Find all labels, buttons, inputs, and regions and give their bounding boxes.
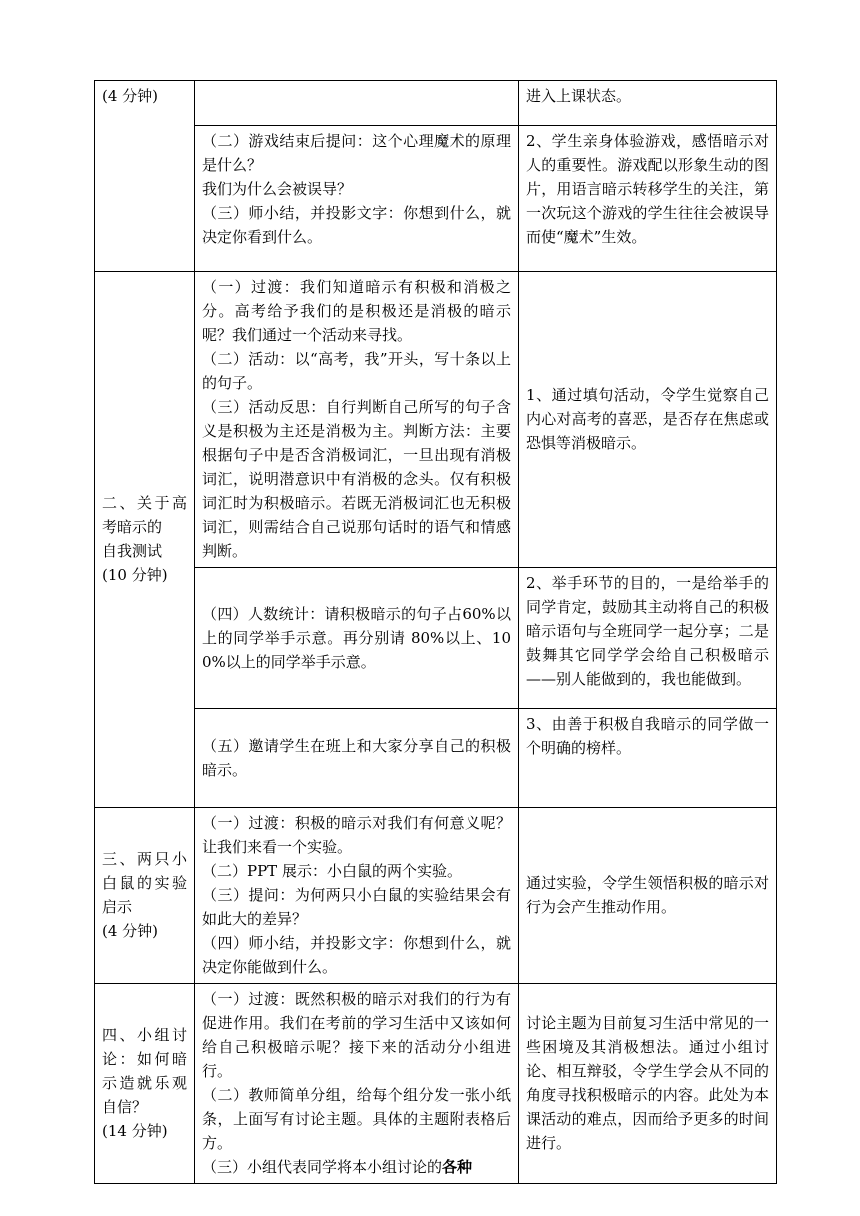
method-cell <box>195 126 519 272</box>
purpose-cell <box>519 126 777 272</box>
section-duration: (4 分钟) <box>102 922 159 940</box>
section-duration: (10 分钟) <box>102 566 168 584</box>
method-line: （二）活动：以“高考，我”开头，写十条以上的句子。 <box>202 350 511 392</box>
table-row <box>95 272 777 568</box>
method-cell <box>195 709 519 808</box>
method-line: （一）过渡：积极的暗示对我们有何意义呢？让我们来看一个实验。 <box>202 814 511 856</box>
method-line: （三）提问：为何两只小白鼠的实验结果会有如此大的差异？ <box>202 886 511 928</box>
lesson-plan-table <box>94 80 777 1184</box>
method-cell <box>195 272 519 568</box>
table-row <box>95 709 777 808</box>
purpose-text: 进入上课状态。 <box>526 87 632 105</box>
purpose-cell <box>519 808 777 984</box>
table-row <box>95 984 777 1184</box>
method-line: （一）过渡：既然积极的暗示对我们的行为有促进作用。我们在考前的学习生活中又该如何给自己积极暗示呢？接下来的活动分小组进行。 <box>202 990 511 1080</box>
purpose-cell <box>519 709 777 808</box>
method-line <box>202 1155 511 1179</box>
method-line: （一）过渡：我们知道暗示有积极和消极之分。高考给予我们的是积极还是消极的暗示呢？我们通过一个活动来寻找。 <box>202 278 511 344</box>
table-row <box>95 568 777 709</box>
method-line: 我们为什么会被误导？ <box>202 180 353 198</box>
table-row <box>95 126 777 272</box>
section-title: 三、两只小白鼠的实验启示 <box>102 850 187 916</box>
method-cell <box>195 808 519 984</box>
section-duration: (14 分钟) <box>102 1122 168 1140</box>
purpose-text: 讨论主题为目前复习生活中常见的一些困境及其消极想法。通过小组讨论、相互辩驳，令学生学会从不同的角度寻找积极暗示的内容。此处为本课活动的难点，因而给予更多的时间进行。 <box>526 1014 769 1152</box>
method-cell <box>195 81 519 126</box>
purpose-text: 通过实验，令学生领悟积极的暗示对行为会产生推动作用。 <box>526 874 769 916</box>
section-duration: (4 分钟) <box>102 87 159 105</box>
section-title: 自我测试 <box>102 542 163 560</box>
purpose-cell <box>519 81 777 126</box>
section-cell <box>95 81 195 272</box>
method-text: （四）人数统计：请积极暗示的句子占60%以上的同学举手示意。再分别请 80%以上、100%以上的同学举手示意。 <box>202 604 511 671</box>
method-text: （五）邀请学生在班上和大家分享自己的积极暗示。 <box>202 736 511 779</box>
method-line-text: （三）小组代表同学将本小组讨论的 <box>202 1158 443 1176</box>
method-cell <box>195 984 519 1184</box>
table-row <box>95 81 777 126</box>
purpose-text: 1、通过填句活动，令学生觉察自己内心对高考的喜恶，是否存在焦虑或恐惧等消极暗示。 <box>526 386 769 452</box>
purpose-cell <box>519 272 777 568</box>
purpose-text: 3、由善于积极自我暗示的同学做一个明确的榜样。 <box>526 715 769 757</box>
section-cell <box>95 272 195 808</box>
table-row <box>95 808 777 984</box>
method-line-bold: 各种 <box>442 1158 473 1176</box>
purpose-cell <box>519 568 777 709</box>
method-line: （四）师小结，并投影文字：你想到什么，就决定你能做到什么。 <box>202 934 511 976</box>
section-cell <box>95 984 195 1184</box>
section-title: 二、关于高考暗示的 <box>102 494 187 536</box>
purpose-text: 2、学生亲身体验游戏，感悟暗示对人的重要性。游戏配以形象生动的图片，用语言暗示转移学生的关注，第一次玩这个游戏的学生往往会被误导而使“魔术”生效。 <box>526 132 769 246</box>
method-line: （二）PPT 展示：小白鼠的两个实验。 <box>202 862 462 880</box>
method-line: （三）活动反思：自行判断自己所写的句子含义是积极为主还是消极为主。判断方法：主要根据句子中是否含消极词汇，一旦出现有消极词汇，说明潜意识中有消极的念头。仅有积极词汇时为积极暗示。若既无消极词汇也无积极词汇，则需结合自己说那句话时的语气和情感判断。 <box>202 398 511 560</box>
method-line: （三）师小结，并投影文字：你想到什么，就决定你看到什么。 <box>202 204 511 246</box>
method-line: （二）教师简单分组，给每个组分发一张小纸条，上面写有讨论主题。具体的主题附表格后方。 <box>202 1086 511 1152</box>
purpose-text: 2、举手环节的目的，一是给举手的同学肯定，鼓励其主动将自己的积极暗示语句与全班同学一起分享；二是鼓舞其它同学学会给自己积极暗示——别人能做到的，我也能做到。 <box>526 574 769 688</box>
method-cell <box>195 568 519 709</box>
method-line: （二）游戏结束后提问：这个心理魔术的原理是什么？ <box>202 132 511 174</box>
purpose-cell <box>519 984 777 1184</box>
section-cell <box>95 808 195 984</box>
section-title: 四、小组讨论：如何暗示造就乐观自信？ <box>102 1026 187 1116</box>
